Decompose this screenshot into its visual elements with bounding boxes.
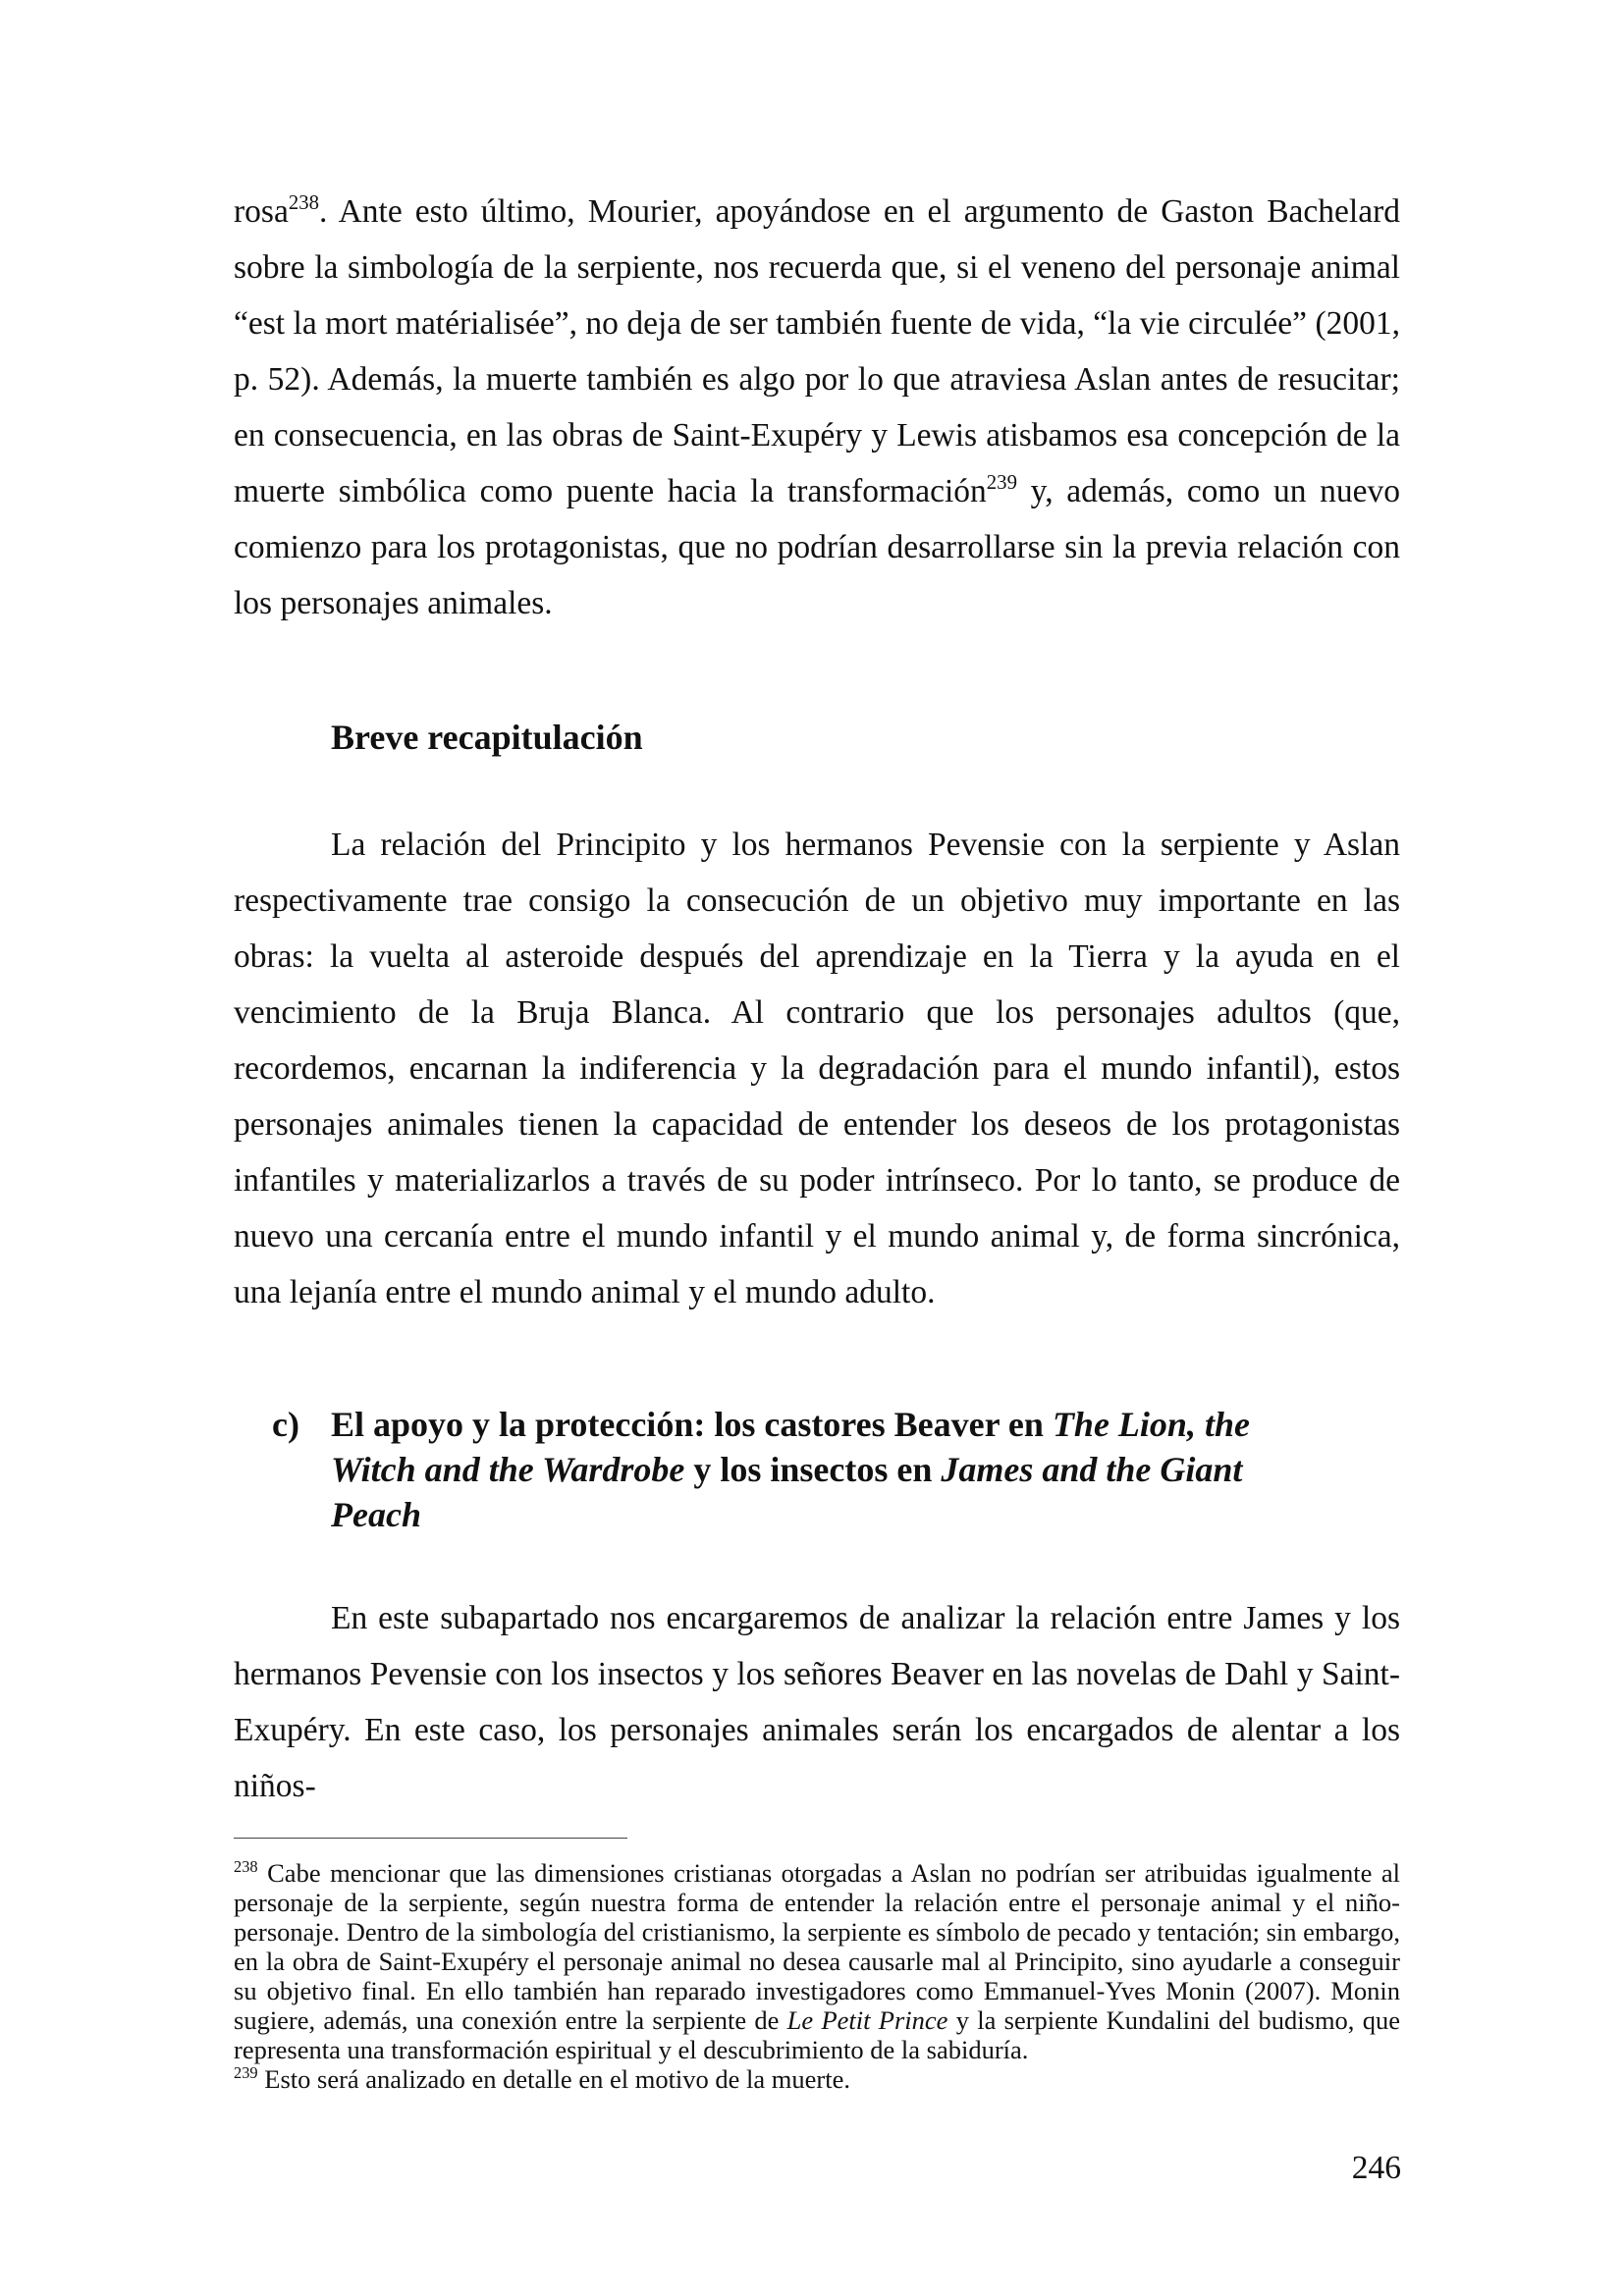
- paragraph-1-text-c: y, además, como un nuevo comienzo para los protagonistas, que no podrían desarrollarse sin la previa relación con los personajes animales.: [234, 473, 1401, 621]
- footnote-238-text-b: y la serpiente Kundalini del budismo, que representa una transformación espiritual y el descubrimiento de la sabiduría.: [234, 2005, 1400, 2064]
- footnote-238-number: 238: [234, 1856, 258, 1876]
- body-paragraph-1: [234, 184, 1400, 631]
- section-c-heading: [272, 1402, 1332, 1537]
- section-c-title-text-b: y los insectos en: [684, 1450, 942, 1489]
- section-c-label: c): [272, 1405, 299, 1444]
- paragraph-1-text-a: rosa: [234, 193, 289, 230]
- body-paragraph-3-block: [234, 1590, 1400, 1814]
- section-c-title-text-a: El apoyo y la protección: los castores Beaver en: [331, 1405, 1053, 1444]
- footnote-divider: [234, 1838, 627, 1839]
- recap-heading: Breve recapitulación: [331, 718, 643, 757]
- body-paragraph-2: La relación del Principito y los hermanos Pevensie con la serpiente y Aslan respectivamente trae consigo la consecución de un objetivo muy importante en las obras: la vuelta al asteroide después del aprendizaje en la Tierra y la ayuda en el vencimiento de la Bruja Blanca. Al contrario que los personajes adultos (que, recordemos, encarnan la indiferencia y la degradación para el mundo infantil), estos personajes animales tienen la capacidad de entender los deseos de los protagonistas infantiles y materializarlos a través de su poder intrínseco. Por lo tanto, se produce de nuevo una cercanía entre el mundo infantil y el mundo animal y, de forma sincrónica, una lejanía entre el mundo animal y el mundo adulto.: [234, 827, 1400, 1310]
- page-number: 246: [1351, 2150, 1401, 2186]
- body-paragraph-2-block: [234, 817, 1400, 1320]
- footnote-238-text-a: Cabe mencionar que las dimensiones cristianas otorgadas a Aslan no podrían ser atribuidas igualmente al personaje de la serpiente, según nuestra forma de entender la relación entre el personaje animal y el niño-personaje. Dentro de la simbología del cristianismo, la serpiente es símbolo de pecado y tentación; sin embargo, en la obra de Saint-Exupéry el personaje animal no desea causarle mal al Principito, sino ayudarle a conseguir su objetivo final. En ello también han reparado investigadores como Emmanuel-Yves Monin (2007). Monin sugiere, además, una conexión entre la serpiente de: [234, 1858, 1401, 2035]
- section-c-title: [331, 1402, 1332, 1537]
- section-c-title-italic-a: The Lion, the Witch and the Wardrobe: [331, 1405, 1250, 1489]
- section-c-title-italic-b: James and the Giant Peach: [331, 1450, 1243, 1534]
- footnote-238-italic: Le Petit Prince: [786, 2005, 948, 2035]
- footnote-ref-238[interactable]: 238: [288, 191, 319, 215]
- footnotes: [234, 1858, 1400, 2094]
- body-paragraph-1-block: [234, 184, 1400, 631]
- footnote-239-text: Esto será analizado en detalle en el motivo de la muerte.: [257, 2064, 851, 2094]
- body-paragraph-3: En este subapartado nos encargaremos de analizar la relación entre James y los hermanos Pevensie con los insectos y los señores Beaver en las novelas de Dahl y Saint-Exupéry. En este caso, los personajes animales serán los encargados de alentar a los niños-: [234, 1600, 1400, 1804]
- paragraph-1-text-b: . Ante esto último, Mourier, apoyándose en el argumento de Gaston Bachelard sobre la simbología de la serpiente, nos recuerda que, si el veneno del personaje animal “est la mort matérialisée”, no deja de ser también fuente de vida, “la vie circulée” (2001, p. 52). Además, la muerte también es algo por lo que atraviesa Aslan antes de resucitar; en consecuencia, en las obras de Saint-Exupéry y Lewis atisbamos esa concepción de la muerte simbólica como puente hacia la transformación: [234, 193, 1400, 509]
- footnote-238: [234, 1858, 1400, 2064]
- footnote-239: [234, 2064, 1400, 2094]
- footnote-ref-239[interactable]: 239: [986, 471, 1017, 495]
- footnote-239-number: 239: [234, 2062, 258, 2082]
